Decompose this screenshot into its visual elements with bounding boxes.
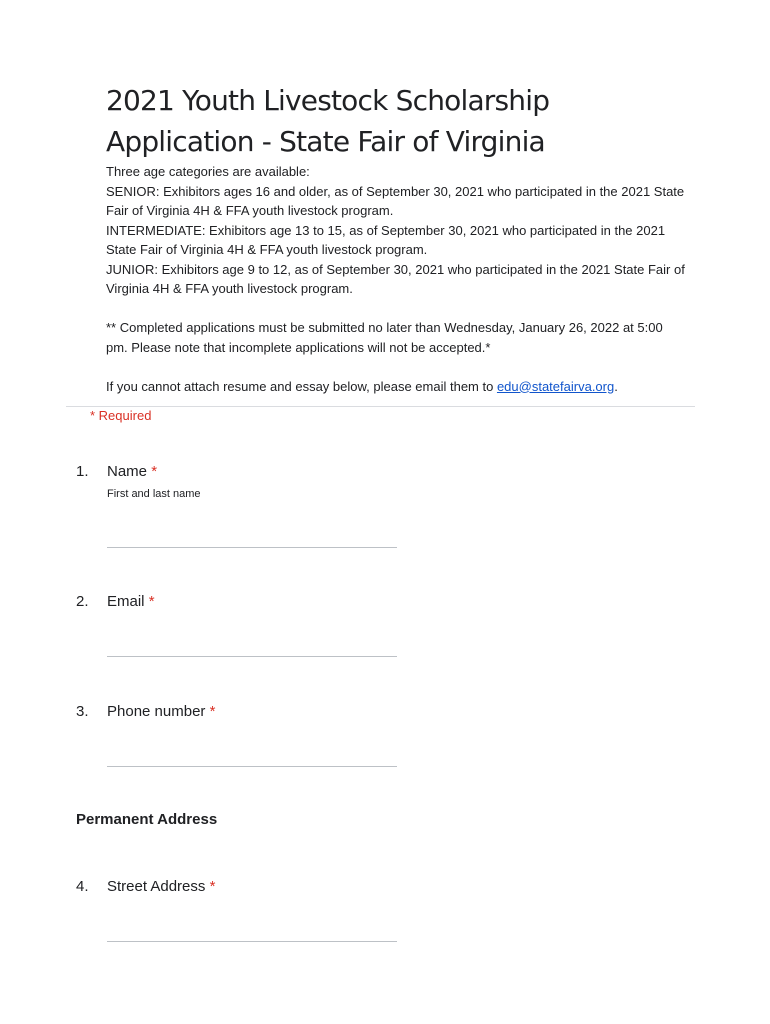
description-senior: SENIOR: Exhibitors ages 16 and older, as of September 30, 2021 who participated in the 2021 State Fair of Virginia 4H & FFA youth livestock program. — [106, 183, 685, 218]
form-description — [106, 162, 686, 396]
email-note-text: If you cannot attach resume and essay below, please email them to — [106, 378, 497, 394]
question-number: 1. — [76, 463, 89, 480]
question-label-text: Street Address — [107, 878, 206, 895]
description-intro: Three age categories are available: — [106, 164, 310, 179]
question-label — [107, 592, 155, 612]
description-spacer — [106, 357, 686, 377]
description-intermediate: INTERMEDIATE: Exhibitors age 13 to 15, as of September 30, 2021 who participated in the 2021 State Fair of Virginia 4H & FFA youth livestock program. — [106, 222, 666, 257]
question-number: 3. — [76, 703, 89, 720]
question-number: 4. — [76, 878, 89, 895]
question-label — [107, 702, 215, 722]
required-asterisk: * — [209, 878, 216, 895]
form-title: 2021 Youth Livestock Scholarship Application - State Fair of Virginia — [106, 84, 550, 158]
email-link[interactable]: edu@statefairva.org — [496, 378, 615, 394]
description-spacer — [106, 299, 686, 319]
header-divider — [66, 406, 695, 407]
email-note — [106, 377, 686, 397]
description-junior: JUNIOR: Exhibitors age 9 to 12, as of September 30, 2021 who participated in the 2021 State Fair of Virginia 4H & FFA youth livestock program. — [106, 261, 685, 296]
question-number: 2. — [76, 593, 89, 610]
question-label — [107, 462, 157, 482]
question-label-text: Email — [107, 593, 145, 610]
question-label-text: Phone number — [107, 703, 206, 720]
question-label — [107, 877, 215, 897]
name-input[interactable] — [107, 521, 397, 548]
email-input[interactable] — [107, 630, 397, 657]
question-label-text: Name — [107, 463, 148, 480]
email-note-period: . — [614, 378, 618, 394]
required-asterisk: * — [209, 703, 216, 720]
section-heading-permanent-address: Permanent Address — [76, 811, 218, 828]
required-asterisk: * — [148, 593, 155, 610]
required-note: * Required — [90, 408, 152, 423]
phone-input[interactable] — [107, 740, 397, 767]
required-asterisk: * — [151, 463, 158, 480]
street-address-input[interactable] — [107, 915, 397, 942]
deadline-note: ** Completed applications must be submitted no later than Wednesday, January 26, 2022 at 5:00 pm. Please note that incomplete applications will not be accepted.* — [106, 320, 663, 355]
question-help-text: First and last name — [107, 488, 201, 500]
